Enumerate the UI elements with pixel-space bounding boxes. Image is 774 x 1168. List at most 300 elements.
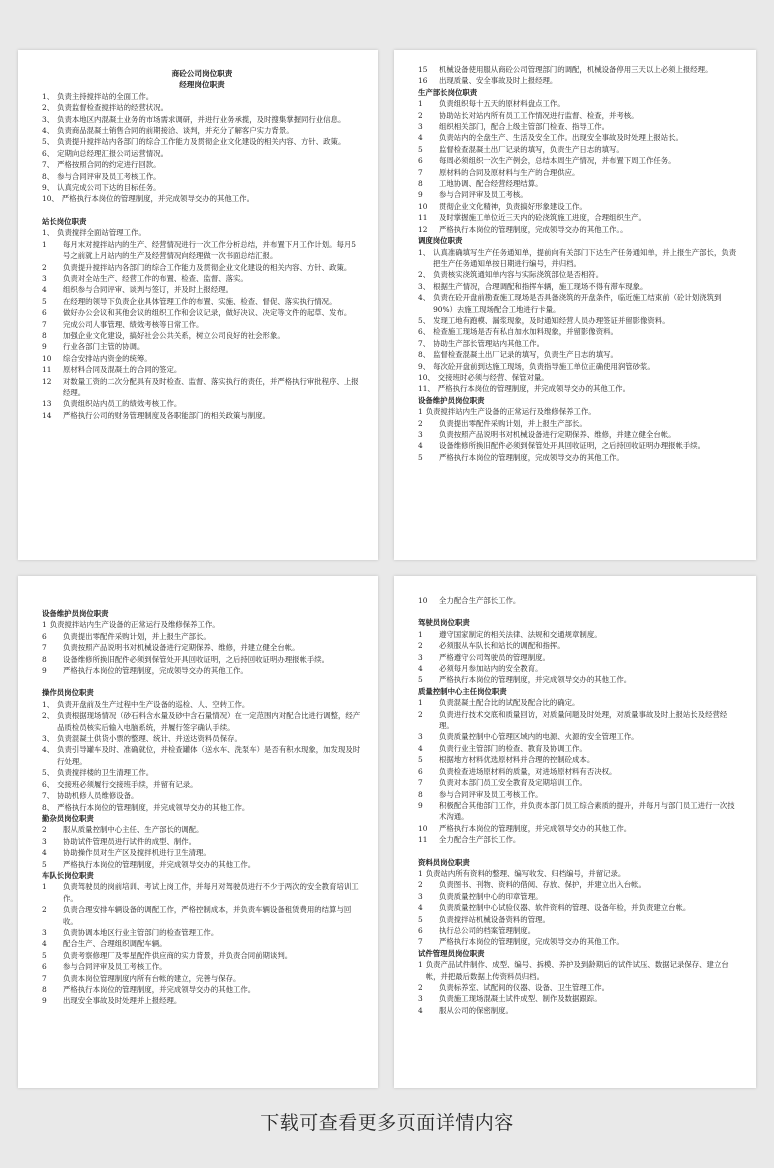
item-text: 及时掌握施工单位近三天内的砼浇筑施工进度，合理组织生产。 — [439, 213, 646, 223]
item-text: 严格执行本岗位的管理制度，并完成领导交办的其他工作。 — [57, 802, 250, 812]
list-item — [42, 114, 362, 125]
item-number: 5、 — [42, 137, 55, 147]
item-text: 严格执行本岗位的管理制度，并完成领导交办的其他工作。 — [63, 859, 256, 869]
list-item — [418, 440, 740, 451]
item-number: 1、 — [42, 228, 55, 238]
section-heading: 勤杂员岗位职责 — [42, 813, 94, 823]
list-item — [418, 326, 740, 337]
item-number: 7 — [418, 167, 423, 177]
list-item — [418, 902, 740, 913]
item-number: 5 — [418, 452, 423, 462]
list-item — [42, 125, 362, 136]
list-item — [418, 709, 740, 732]
list-item — [42, 91, 362, 102]
list-item — [418, 155, 740, 166]
item-text: 遵守国家制定的相关法律、法规和交通规章制度。 — [439, 629, 602, 639]
item-number: 7 — [42, 319, 47, 329]
list-item — [42, 341, 362, 352]
list-item — [418, 247, 740, 270]
list-item — [418, 406, 740, 417]
item-number: 7、 — [42, 791, 55, 801]
item-text: 服从质量控制中心主任、生产部长的调配。 — [63, 825, 204, 835]
item-text: 负责施工现场混凝土试件成型、制作及数据跟踪。 — [439, 994, 602, 1004]
item-number: 8 — [418, 789, 423, 799]
item-text: 参与合同评审及员工考核。 — [439, 190, 528, 200]
list-item — [42, 642, 362, 653]
item-number: 5 — [418, 914, 423, 924]
item-number: 2 — [42, 905, 47, 915]
list-item — [42, 284, 362, 295]
list-item — [418, 75, 740, 86]
list-item — [42, 159, 362, 170]
item-text: 贯彻企业文化精神，负责搞好形象建设工作。 — [439, 201, 587, 211]
item-text: 根据生产情况，合理调配和指挥车辆，施工现场不得有滞车现象。 — [433, 281, 648, 291]
section-heading: 设备维护员岗位职责 — [418, 395, 485, 405]
list-item — [418, 640, 740, 651]
item-text: 负责组织每十五天的原材料盘点工作。 — [439, 99, 565, 109]
document-title: 商砼公司岗位职责 — [171, 69, 233, 78]
list-item — [42, 262, 362, 273]
list-item — [42, 102, 362, 113]
list-item — [42, 376, 362, 399]
list-item — [42, 148, 362, 159]
item-number: 11 — [418, 835, 428, 845]
item-number: 2、 — [418, 270, 431, 280]
list-item — [418, 452, 740, 463]
item-text: 定期向总经理汇报公司运营情况。 — [57, 148, 168, 158]
content-blocks — [42, 608, 362, 1007]
section-heading: 资料员岗位职责 — [418, 857, 470, 867]
item-number: 2、 — [42, 103, 55, 113]
item-number: 5 — [418, 755, 423, 765]
item-text: 在经理的领导下负责企业具体管理工作的布置、实施、检查、督促、落实执行情况。 — [63, 296, 337, 306]
item-number: 7 — [418, 937, 423, 947]
item-text: 负责根据现场情况（砂石料含水量及砂中含石量情况）在一定范围内对配合比进行调整，经产品质检员核实后输入电脑系统，并履行签字确认手续。 — [57, 711, 361, 732]
item-text: 必须服从车队长和站长的调配和指挥。 — [439, 641, 565, 651]
document-page-4 — [394, 576, 756, 1088]
list-item — [42, 995, 362, 1006]
item-number: 4 — [42, 285, 47, 295]
list-item — [418, 144, 740, 155]
item-number: 3 — [418, 122, 423, 132]
item-text: 根据地方材料优选原材料并合理的控制砼成本。 — [439, 755, 595, 765]
list-item — [42, 859, 362, 870]
item-text: 负责站内所有资料的整理、编写收发、归档编号，并留记录。 — [425, 868, 626, 878]
item-text: 负责核实浇筑通知单内容与实际浇筑部位是否相符。 — [433, 270, 604, 280]
section-heading: 质量控制中心主任岗位职责 — [418, 686, 507, 696]
item-number: 4、 — [42, 745, 55, 755]
item-text: 负责质量控制中心管理区域内的电源、火源的安全管理工作。 — [439, 732, 639, 742]
item-number: 4、 — [418, 293, 431, 303]
list-item — [42, 665, 362, 676]
list-item — [42, 767, 362, 778]
item-number: 15 — [418, 65, 428, 74]
item-number: 9 — [42, 342, 47, 352]
item-text: 配合生产、合理组织调配车辆。 — [63, 939, 167, 949]
item-text: 负责质量控制中心试验仪器、软件资料的管理、设备年检，并负责建立台帐。 — [439, 903, 691, 913]
list-item — [418, 418, 740, 429]
item-number: 4 — [418, 441, 423, 451]
item-text: 负责进行技术交底和质量回访，对质量问题及时处理，对质量事故及时上报站长及经营经理。 — [439, 709, 728, 731]
list-item — [42, 836, 362, 847]
list-item — [42, 171, 362, 182]
item-number: 3 — [42, 927, 47, 937]
list-item — [418, 361, 740, 372]
item-text: 协助操作员对生产区及搅拌机进行卫生清理。 — [63, 848, 211, 858]
item-text: 全力配合生产部长工作。 — [439, 835, 521, 845]
item-number: 2 — [42, 825, 47, 835]
list-item — [418, 629, 740, 640]
list-item — [418, 372, 740, 383]
list-item — [42, 927, 362, 938]
list-item — [42, 881, 362, 904]
list-item — [42, 182, 362, 193]
item-number: 3、 — [418, 281, 431, 291]
list-item — [418, 64, 740, 75]
item-number: 11、 — [418, 384, 435, 394]
item-text: 负责提升搅拌站内各部门的综合工作能力及贯彻企业文化建设的相关内容、方针、政策。 — [57, 137, 346, 147]
item-number: 10 — [418, 201, 428, 211]
item-number: 3 — [42, 273, 47, 283]
list-item — [418, 925, 740, 936]
item-number: 1 — [42, 620, 47, 630]
item-text: 每周必须组织一次生产例会，总结本周生产情况，并布置下周工作任务。 — [439, 156, 676, 166]
list-item — [418, 697, 740, 708]
item-number: 2 — [418, 641, 423, 651]
item-number: 8、 — [418, 350, 431, 360]
item-number: 11 — [418, 213, 428, 223]
list-item — [42, 398, 362, 409]
list-item — [42, 319, 362, 330]
item-text: 负责图书、刊物、资料的借阅、存放、保护，并建立出入台帐。 — [439, 880, 646, 890]
item-number: 1 — [42, 239, 47, 249]
list-item — [42, 296, 362, 307]
list-item — [418, 132, 740, 143]
list-item — [42, 744, 362, 767]
page-body — [18, 576, 378, 1007]
list-item — [42, 273, 362, 284]
item-text: 负责提升搅拌站内各部门的综合工作能力及贯彻企业文化建设的相关内容、方针、政策。 — [63, 262, 352, 272]
item-text: 出现质量、安全事故及时上报经理。 — [439, 76, 558, 86]
item-text: 参与合同评审及员工考核工作。 — [439, 789, 543, 799]
item-number: 2 — [418, 110, 423, 120]
item-number: 12 — [42, 376, 52, 386]
list-item — [418, 823, 740, 834]
list-item — [418, 777, 740, 788]
item-number: 4 — [42, 848, 47, 858]
list-item — [418, 891, 740, 902]
item-text: 交接班必须履行交接班手续，并留有记录。 — [57, 779, 198, 789]
item-number: 1 — [418, 960, 423, 970]
item-text: 负责合理安排车辆设备的调配工作，严格控制成本，并负责车辆设备租赁费用的结算与回收。 — [63, 905, 352, 926]
item-number: 2 — [42, 262, 47, 272]
item-text: 综合安排站内资金的统筹。 — [63, 353, 152, 363]
item-text: 负责搅拌站内生产设备的正常运行及维修保养工作。 — [425, 407, 596, 417]
section-heading: 车队长岗位职责 — [42, 870, 94, 880]
item-number: 3 — [418, 430, 423, 439]
list-item — [418, 766, 740, 777]
list-item — [418, 212, 740, 223]
list-item — [418, 429, 740, 440]
item-number: 9 — [418, 800, 423, 810]
item-text: 原材料合同及混凝土的合同的签定。 — [63, 365, 182, 375]
item-text: 参与合同评审及员工考核工作。 — [57, 171, 161, 181]
list-item — [418, 959, 740, 982]
item-number: 1、 — [42, 91, 55, 101]
list-item — [418, 338, 740, 349]
list-item — [42, 330, 362, 341]
item-number: 2 — [418, 418, 423, 428]
list-item — [42, 847, 362, 858]
list-item — [42, 779, 362, 790]
list-item — [42, 307, 362, 318]
item-number: 2 — [418, 880, 423, 890]
item-text: 负责本岗位管理制度内所有台帐的建立，完善与保存。 — [63, 973, 241, 983]
list-item — [418, 1005, 740, 1016]
item-text: 负责在砼开盘前勘查施工现场是否具备浇筑的开盘条件，临近施工结束前（砼计划浇筑到90%）去施工现场配合工地进行卡量。 — [433, 293, 722, 314]
list-item — [418, 315, 740, 326]
item-text: 监督检查混凝土出厂记录的填写，负责生产日志的填写。 — [439, 144, 624, 154]
item-text: 严格执行本岗位的管理制度，完成领导交办的其他工作。 — [439, 937, 624, 947]
item-text: 严格执行本岗位的管理制度，完成领导交办的其他工作。 — [63, 666, 248, 676]
item-text: 组织参与合同评审、谈判与签订，并及时上报经理。 — [63, 285, 233, 295]
item-number: 7 — [42, 643, 47, 653]
content-blocks — [418, 595, 740, 1016]
item-number: 9、 — [418, 361, 431, 371]
list-item — [418, 879, 740, 890]
item-text: 负责检查进场原材料的质量，对进场原材料有否决权。 — [439, 766, 617, 776]
item-number: 5 — [418, 675, 423, 685]
spacer — [42, 676, 362, 687]
item-number: 4 — [42, 939, 47, 949]
item-text: 设备维修所换旧配件必须到保管处开具回收证明，之后持回收证明办理报帐手续。 — [63, 654, 330, 664]
document-page-2 — [394, 50, 756, 560]
list-item — [418, 982, 740, 993]
item-text: 负责本地区内混凝土业务的市场需求调研，并进行业务承揽，及时搜集掌握同行业信息。 — [57, 114, 346, 124]
list-item — [418, 595, 740, 606]
item-number: 8 — [42, 985, 47, 994]
item-number: 9 — [42, 666, 47, 676]
item-text: 每月末对搅拌站内的生产、经营情况进行一次工作分析总结，并布置下月工作计划。每月5号之前就上月站内的生产及经营情况向经理做一次书面总结汇报。 — [63, 239, 356, 261]
content-blocks — [418, 64, 740, 463]
page-body — [394, 50, 756, 463]
item-text: 严格执行本岗位的管理制度，并完成领导交办的其他工作。 — [61, 194, 254, 204]
item-text: 检查施工现场是否有私自加水加料现象，并留影像资料。 — [433, 327, 618, 337]
spacer — [42, 205, 362, 216]
spacer — [418, 606, 740, 617]
item-text: 负责商品混凝土销售合同的前期接洽、谈判，并充分了解客户实力背景。 — [57, 126, 294, 136]
list-item — [42, 904, 362, 927]
item-text: 完成公司人事管理、绩效考核等日常工作。 — [63, 319, 204, 329]
item-text: 服从公司的保密制度。 — [439, 1005, 513, 1015]
item-number: 10、 — [42, 194, 59, 204]
list-item — [418, 834, 740, 845]
item-text: 参与合同评审及员工考核工作。 — [63, 962, 167, 972]
item-text: 监督检查混凝土出厂记录的填写，负责生产日志的填写。 — [433, 350, 618, 360]
list-item — [418, 98, 740, 109]
item-number: 12 — [418, 224, 428, 234]
item-number: 6、 — [418, 327, 431, 337]
item-number: 13 — [42, 399, 52, 409]
item-text: 负责考察修理厂及零星配件供应商的实力背景，并负责合同前期谈判。 — [63, 950, 293, 960]
item-text: 负责监督检查搅拌站的经营状况。 — [57, 103, 168, 113]
section-heading: 调度岗位职责 — [418, 236, 463, 246]
item-text: 机械设备使用服从商砼公司管理部门的调配，机械设备停用三天以上必须上报经理。 — [439, 65, 713, 74]
item-number: 5 — [42, 859, 47, 869]
item-number: 3、 — [42, 114, 55, 124]
item-text: 交接班时必须与经营、保管对量。 — [437, 372, 549, 382]
item-number: 2 — [418, 983, 423, 992]
list-item — [418, 652, 740, 663]
item-text: 负责组织站内员工的绩效考核工作。 — [63, 399, 182, 409]
list-item — [418, 224, 740, 235]
item-number: 9 — [418, 190, 423, 200]
section-subtitle: 经理岗位职责 — [179, 80, 225, 90]
item-text: 对数量工资的二次分配具有及时检查、监督、落实执行的责任，并严格执行审批程序、上报经理。 — [63, 376, 359, 397]
list-item — [42, 410, 362, 421]
list-item — [418, 349, 740, 360]
page-body — [18, 50, 378, 421]
item-number: 2 — [418, 709, 423, 719]
item-number: 6 — [418, 766, 423, 776]
list-item — [42, 227, 362, 238]
item-number: 6、 — [42, 779, 55, 789]
list-item — [418, 201, 740, 212]
item-number: 3 — [418, 732, 423, 742]
list-item — [418, 674, 740, 685]
item-text: 负责提出零配件采购计划，并上报生产部长。 — [439, 418, 587, 428]
item-text: 负责驾驶员的岗前培训、考试上岗工作，并每月对驾驶员进行不少于两次的安全教育培训工作。 — [63, 882, 359, 903]
item-text: 负责开盘前及生产过程中生产设备的巡检、人、空转工作。 — [57, 699, 250, 709]
section-heading: 生产部长岗位职责 — [418, 87, 478, 97]
item-text: 认真准确填写生产任务通知单，提前向有关部门下达生产任务通知单，并上报生产部长，负责把生产任务通知单按日期进行编号，并归档。 — [433, 247, 737, 268]
list-item — [42, 938, 362, 949]
list-item — [418, 292, 740, 315]
item-text: 行业各部门主管的协调。 — [63, 342, 145, 352]
item-number: 3 — [418, 994, 423, 1004]
document-page-1 — [18, 50, 378, 560]
item-text: 严格执行本岗位的管理制度，完成领导交办的其他工作。 — [439, 452, 624, 462]
section-heading: 试件管理员岗位职责 — [418, 948, 485, 958]
item-number: 4 — [418, 664, 423, 674]
item-text: 负责搅拌站机械设备资料的管理。 — [439, 914, 550, 924]
section-heading: 站长岗位职责 — [42, 216, 87, 226]
item-number: 11 — [42, 365, 52, 375]
item-number: 8 — [418, 179, 423, 189]
item-number: 7 — [418, 778, 423, 788]
item-text: 负责对全站生产、经营工作的布置、检查、监督、落实。 — [63, 273, 248, 283]
list-item — [418, 993, 740, 1004]
item-text: 负责行业主管部门的检查、教育及协调工作。 — [439, 743, 587, 753]
item-number: 8、 — [42, 802, 55, 812]
section-heading: 驾驶员岗位职责 — [418, 618, 470, 628]
item-text: 负责搅拌楼的卫生清理工作。 — [57, 768, 154, 778]
item-number: 3、 — [42, 734, 55, 744]
list-item — [42, 950, 362, 961]
list-item — [42, 136, 362, 147]
item-text: 原材料的合同及原材料与生产的合理供应。 — [439, 167, 580, 177]
item-number: 4 — [418, 133, 423, 143]
item-text: 负责按照产品说明书对机械设备进行定期保养、维修，并建立健全台帐。 — [63, 643, 300, 653]
item-number: 6、 — [42, 148, 55, 158]
list-item — [418, 663, 740, 674]
item-text: 设备维修所换旧配件必须到保管处开具回收证明，之后持回收证明办理报帐手续。 — [439, 441, 706, 451]
item-number: 10、 — [418, 372, 435, 382]
section-heading: 操作员岗位职责 — [42, 688, 94, 698]
item-number: 8 — [42, 330, 47, 340]
item-number: 5 — [418, 144, 423, 154]
item-number: 2、 — [42, 711, 55, 721]
list-item — [418, 731, 740, 742]
list-item — [418, 789, 740, 800]
item-number: 5 — [42, 950, 47, 960]
item-text: 负责站内的全盘生产、生活及安全工作。出现安全事故及时处理上报站长。 — [439, 133, 683, 143]
document-page-3 — [18, 576, 378, 1088]
item-number: 3 — [418, 652, 423, 662]
item-text: 负责按照产品说明书对机械设备进行定期保养、维修，并建立健全台帐。 — [439, 430, 676, 439]
item-number: 5 — [42, 296, 47, 306]
item-number: 1 — [42, 882, 47, 892]
page-body — [394, 576, 756, 1016]
item-number: 1 — [418, 407, 423, 417]
item-number: 6 — [418, 156, 423, 166]
item-number: 4 — [418, 743, 423, 753]
item-number: 9 — [42, 996, 47, 1006]
item-text: 负责提出零配件采购计划，并上报生产部长。 — [63, 631, 211, 641]
list-item — [418, 936, 740, 947]
list-item — [418, 269, 740, 280]
item-number: 6 — [42, 962, 47, 972]
list-item — [42, 239, 362, 262]
item-text: 发现工地有跑模、漏浆现象，及时通知经营人员办理签证并留影像资料。 — [433, 315, 670, 325]
item-text: 执行总公司的档案管理制度。 — [439, 925, 536, 935]
item-text: 严格遵守公司驾驶员的管理制度。 — [439, 652, 550, 662]
list-item — [418, 383, 740, 394]
item-number: 1 — [418, 868, 423, 878]
list-item — [418, 868, 740, 879]
list-item — [418, 167, 740, 178]
list-item — [42, 619, 362, 630]
item-number: 1 — [418, 629, 423, 639]
item-text: 出现安全事故及时处理并上报经理。 — [63, 996, 182, 1006]
item-text: 负责产品试件制作、成型、编号、拆模、养护及到龄期后的试件试压、数据记录保存、建立台帐，并把最后数据上传资料员归档。 — [425, 960, 729, 981]
item-text: 负责搅拌全面站管理工作。 — [57, 228, 146, 238]
item-number: 7、 — [42, 160, 55, 170]
item-text: 每次砼开盘前到达施工现场，负责指导施工单位正确使用润管砂浆。 — [433, 361, 655, 371]
list-item — [42, 824, 362, 835]
item-text: 负责对本部门员工安全教育及定期培训工作。 — [439, 778, 587, 788]
download-more-caption[interactable]: 下载可查看更多页面详情内容 — [260, 1112, 514, 1134]
list-item — [42, 699, 362, 710]
item-number: 3 — [418, 891, 423, 901]
item-number: 10 — [418, 596, 428, 605]
list-item — [42, 631, 362, 642]
list-item — [42, 973, 362, 984]
item-number: 1 — [418, 99, 423, 109]
list-item — [418, 110, 740, 121]
spacer — [418, 846, 740, 857]
item-number: 16 — [418, 76, 428, 86]
list-item — [42, 710, 362, 733]
item-text: 负责质量控制中心的印章管理。 — [439, 891, 543, 901]
list-item — [418, 914, 740, 925]
item-text: 协助试件管理员进行试件的成型、制作。 — [63, 836, 197, 846]
item-number: 3 — [42, 836, 47, 846]
item-text: 负责混凝土配合比的试配及配合比的确定。 — [439, 698, 580, 708]
item-text: 负责引导罐车及时、准确就位，并检查罐体（送水车、洗泵车）是否有积水现象，加发现及时行处理。 — [57, 745, 361, 766]
item-number: 1、 — [42, 699, 55, 709]
item-number: 8 — [42, 654, 47, 664]
